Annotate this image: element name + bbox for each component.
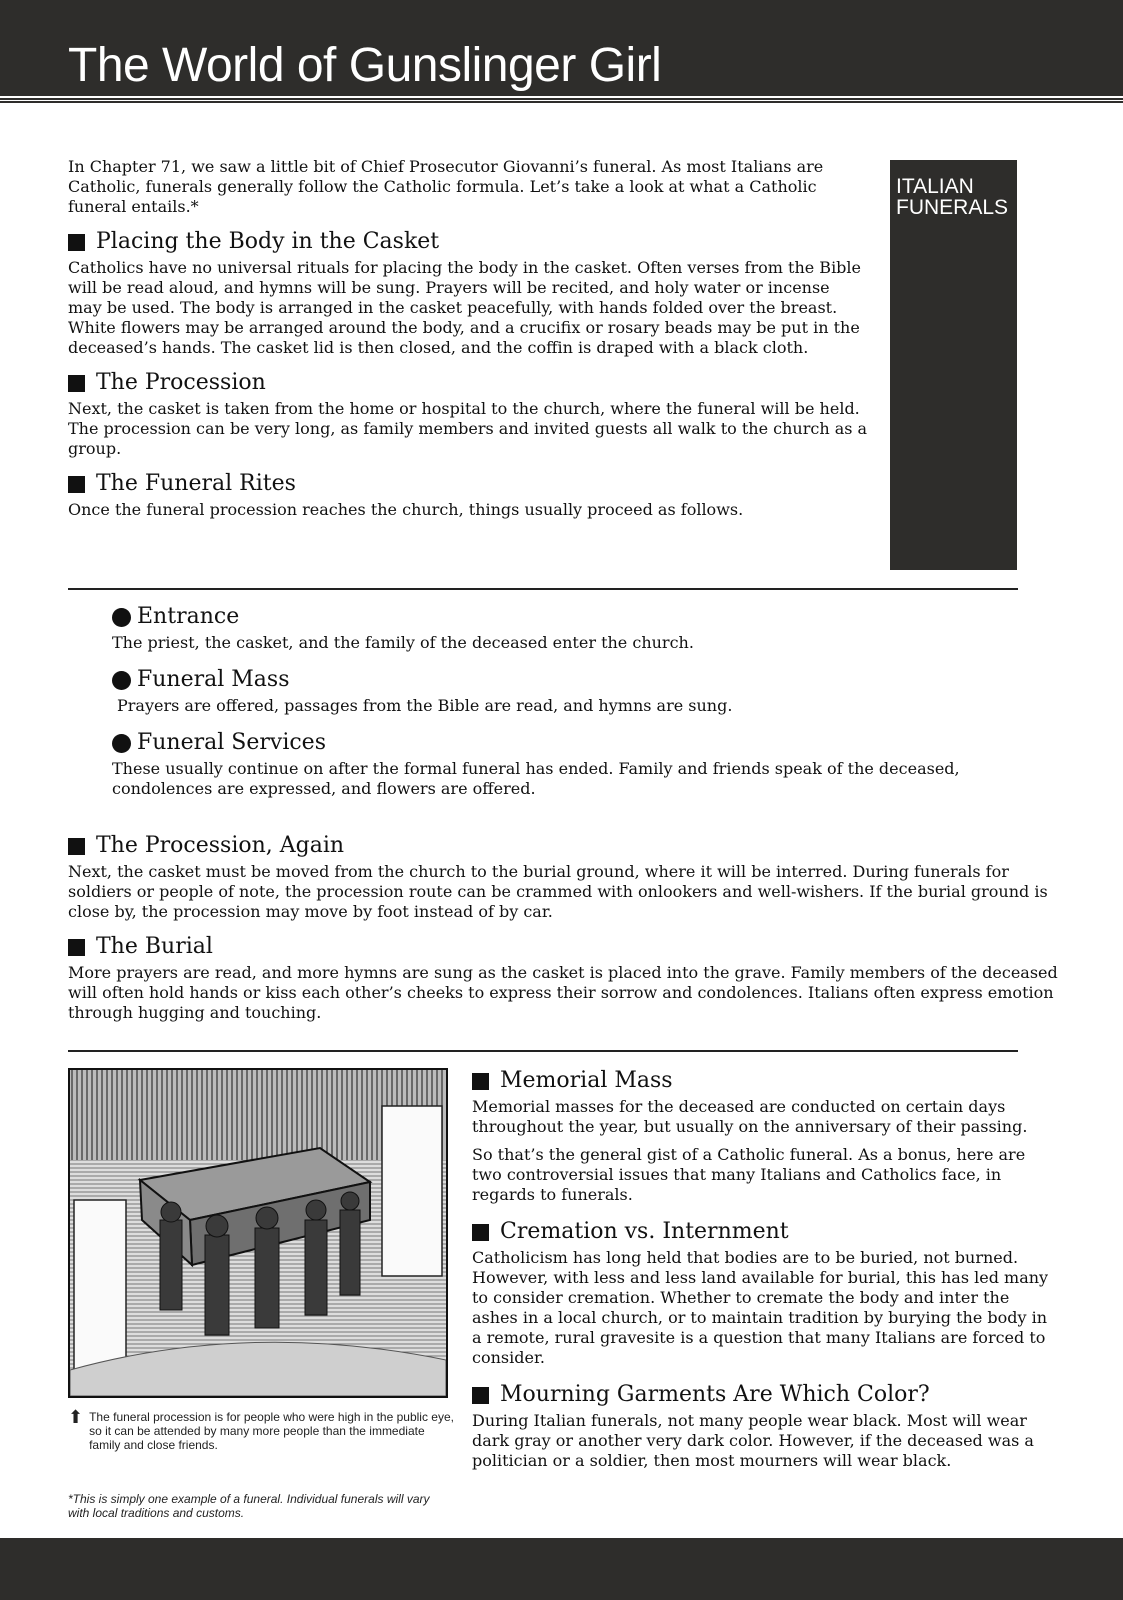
footer-bar: [0, 1538, 1123, 1600]
header-rule-thin: [0, 100, 1123, 101]
step-heading: [112, 667, 1047, 693]
heading-text: Mourning Garments Are Which Color?: [500, 1382, 930, 1407]
sidebar-title: [896, 176, 1008, 218]
step-text: The priest, the casket, and the family of the deceased enter the church.: [112, 633, 694, 652]
section-text-followup: So that’s the general gist of a Catholic funeral. As a bonus, here are two controversial issues that many Italians and Catholics face, in regards to funerals.: [472, 1145, 1026, 1204]
step-heading: [112, 604, 1047, 630]
step-text: These usually continue on after the formal funeral has ended. Family and friends speak of the deceased, condolences are expressed, and flowers are offered.: [112, 759, 960, 798]
heading-text: Placing the Body in the Casket: [96, 229, 440, 254]
section-heading: [68, 229, 868, 255]
section-text: Catholicism has long held that bodies are to be buried, not burned. However, with less and less land available for burial, this has led many to consider cremation. Whether to cremate the body and inter the ashes in a local church, or to maintain tradition by burying the body in a remote, rural gravesite is a question that many Italians are forced to consider.: [472, 1248, 1049, 1367]
section-text: Next, the casket must be moved from the church to the burial ground, where it will be interred. During funerals for soldiers or people of note, the procession route can be crammed with onlookers and well-wishers. If the burial ground is close by, the procession may move by foot instead of by car.: [68, 862, 1048, 921]
rites-steps: [112, 604, 1047, 799]
section-text: Memorial masses for the deceased are conducted on certain days throughout the year, but usually on the anniversary of their passing.: [472, 1097, 1028, 1136]
step-text: Prayers are offered, passages from the Bible are read, and hymns are sung.: [117, 696, 733, 715]
header-rule: [0, 96, 1123, 98]
page-title: The World of Gunslinger Girl: [68, 39, 662, 92]
heading-text: Funeral Services: [137, 730, 326, 755]
section-heading: [472, 1382, 1052, 1408]
illustration-caption: [68, 1407, 458, 1452]
sidebar-title-line2: FUNERALS: [896, 196, 1009, 219]
square-bullet-icon: [68, 476, 85, 493]
section-text: Next, the casket is taken from the home or hospital to the church, where the funeral will be held. The procession can be very long, as family members and invited guests all walk to the church as a group.: [68, 399, 868, 458]
sidebar-title-line1: ITALIAN: [896, 175, 974, 198]
section-text: During Italian funerals, not many people wear black. Most will wear dark gray or another very dark color. However, if the deceased was a politician or a soldier, then most mourners will wear black.: [472, 1411, 1034, 1470]
heading-text: Memorial Mass: [500, 1068, 673, 1093]
section-heading: [68, 370, 868, 396]
square-bullet-icon: [68, 375, 85, 392]
illustration-drawing: [70, 1070, 446, 1396]
heading-text: The Procession, Again: [96, 833, 345, 858]
heading-text: The Procession: [96, 370, 266, 395]
arrow-up-icon: ⬆: [68, 1407, 84, 1427]
section-heading: [68, 833, 1058, 859]
heading-text: The Funeral Rites: [96, 471, 296, 496]
heading-text: Funeral Mass: [137, 667, 290, 692]
heading-text: Entrance: [137, 604, 240, 629]
square-bullet-icon: [68, 234, 85, 251]
divider: [68, 1050, 1018, 1052]
funeral-procession-illustration: [68, 1068, 448, 1398]
section-heading: [472, 1219, 1052, 1245]
square-bullet-icon: [472, 1073, 489, 1090]
square-bullet-icon: [472, 1224, 489, 1241]
section-text: Once the funeral procession reaches the church, things usually proceed as follows.: [68, 500, 744, 519]
section-heading: [472, 1068, 1052, 1094]
lower-sections: [68, 833, 1058, 1023]
section-heading: [68, 471, 868, 497]
divider: [68, 588, 1018, 590]
header-bar: [0, 0, 1123, 103]
round-bullet-icon: [112, 734, 131, 753]
section-heading: [68, 934, 1058, 960]
step-heading: [112, 730, 1047, 756]
heading-text: The Burial: [96, 934, 213, 959]
round-bullet-icon: [112, 608, 131, 627]
square-bullet-icon: [68, 838, 85, 855]
intro-paragraph: In Chapter 71, we saw a little bit of Chief Prosecutor Giovanni’s funeral. As most Italians are Catholic, funerals generally follow the Catholic formula. Let’s take a look at what a Catholic funeral entails.*: [68, 157, 824, 216]
round-bullet-icon: [112, 671, 131, 690]
right-column: [472, 1068, 1052, 1471]
square-bullet-icon: [68, 939, 85, 956]
section-text: More prayers are read, and more hymns are sung as the casket is placed into the grave. Family members of the deceased will often hold hands or kiss each other’s cheeks to express their sorrow and condolences. Italians often express emotion through hugging and touching.: [68, 963, 1058, 1022]
section-text: Catholics have no universal rituals for placing the body in the casket. Often verses from the Bible will be read aloud, and hymns will be sung. Prayers will be recited, and holy water or incense may be used. The body is arranged in the casket peacefully, with hands folded over the breast. White flowers may be arranged around the body, and a crucifix or rosary beads may be put in the deceased’s hands. The casket lid is then closed, and the coffin is draped with a black cloth.: [68, 258, 862, 357]
square-bullet-icon: [472, 1387, 489, 1404]
upper-column: [68, 157, 868, 520]
caption-text: The funeral procession is for people who were high in the public eye, so it can be attended by many more people than the immediate family and close friends.: [89, 1410, 454, 1452]
footnote: *This is simply one example of a funeral. Individual funerals will vary with local traditions and customs.: [68, 1492, 430, 1520]
sidebar-title-box: [890, 160, 1017, 570]
heading-text: Cremation vs. Internment: [500, 1219, 789, 1244]
